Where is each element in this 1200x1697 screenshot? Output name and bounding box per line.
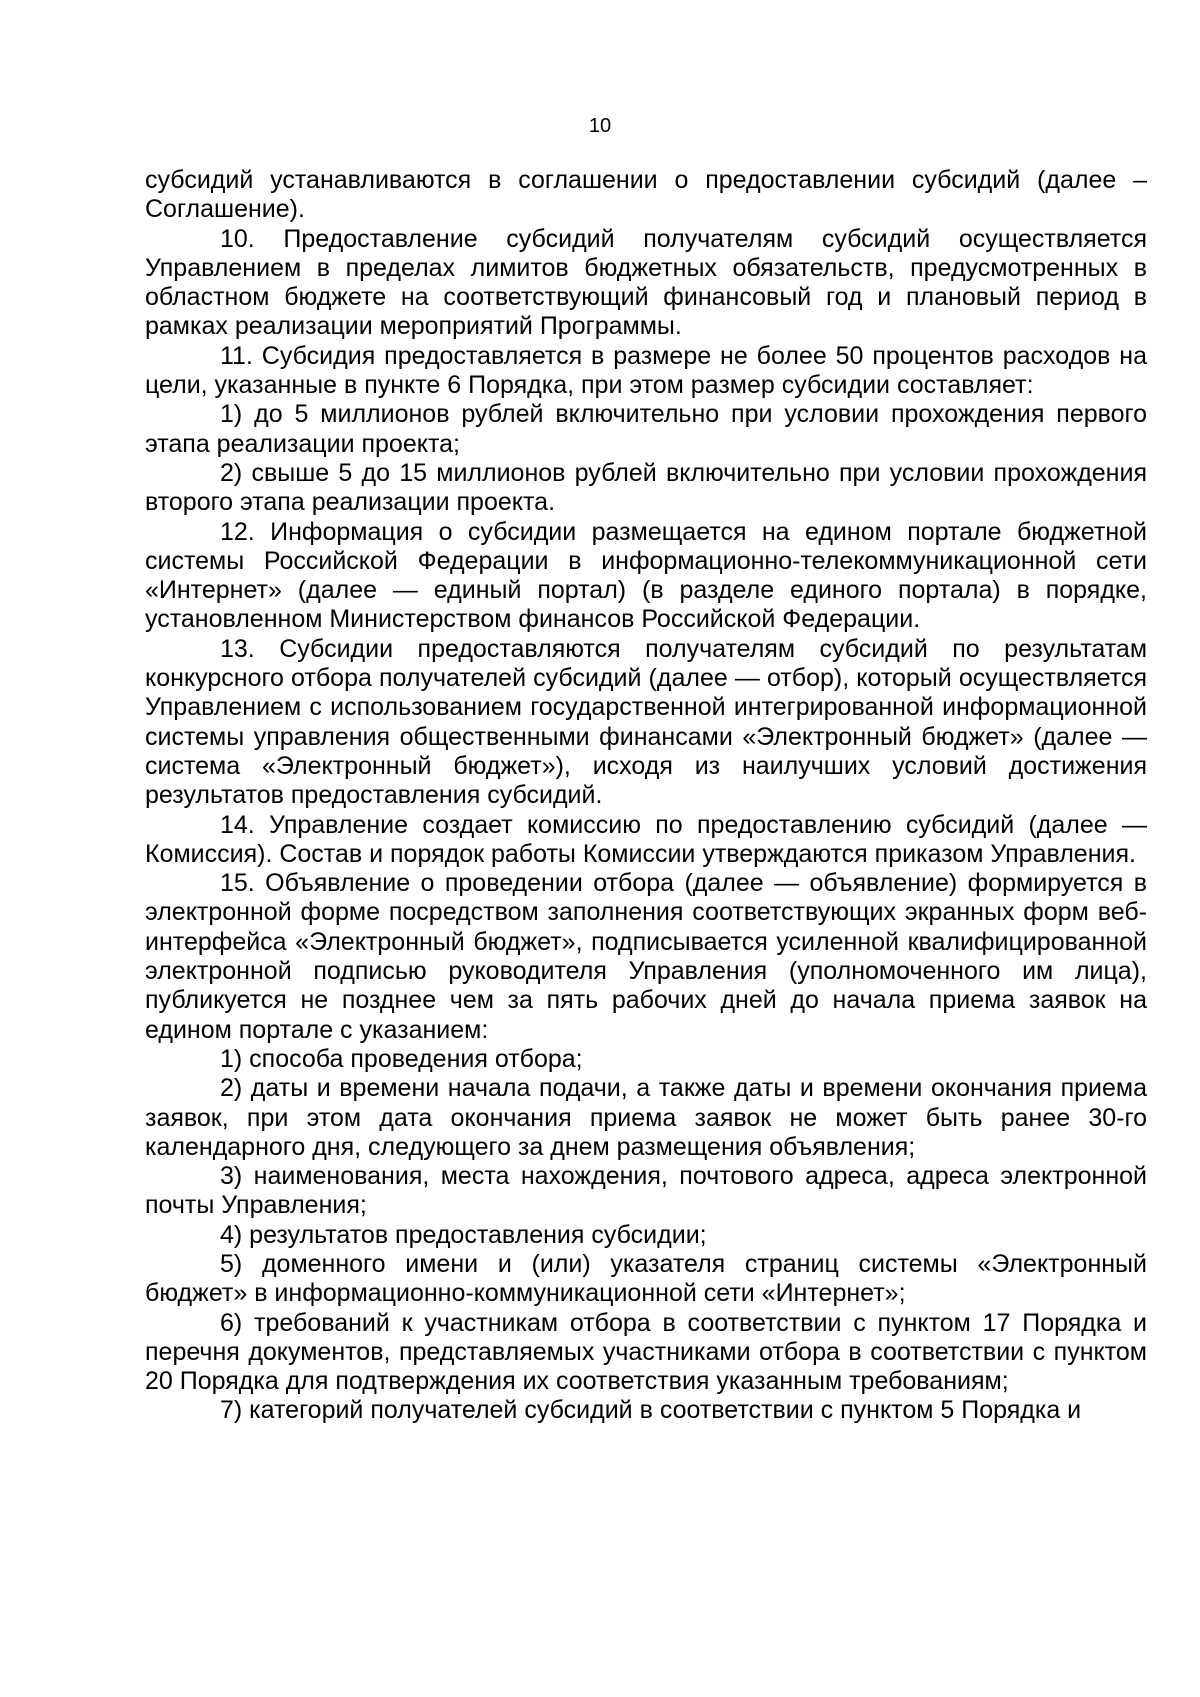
paragraph-11: 2) даты и времени начала подачи, а также даты и времени окончания приема заявок, при этом дата окончания приема заявок не может быть ранее 30-го календарного дня, следующего за днем размещения объявления; [145,1074,1147,1161]
paragraph-1: субсидий устанавливаются в соглашении о предоставлении субсидий (далее – Соглашение). [145,166,1147,224]
paragraph-7: 13. Субсидии предоставляются получателям субсидий по результатам конкурсного отбора получателей субсидий (далее — отбор), который осуществляется Управлением с использованием государственной интегрированной информационной системы управления общественными финансами «Электронный бюджет» (далее — система «Электронный бюджет»), исходя из наилучших условий достижения результатов предоставления субсидий. [145,634,1147,810]
paragraph-2: 10. Предоставление субсидий получателям субсидий осуществляется Управлением в пределах лимитов бюджетных обязательств, предусмотренных в областном бюджете на соответствующий финансовый год и плановый период в рамках реализации мероприятий Программы. [145,224,1147,341]
paragraph-6: 12. Информация о субсидии размещается на едином портале бюджетной системы Российской Федерации в информационно-телекоммуникационной сети «Интернет» (далее — единый портал) (в разделе единого портала) в порядке, установленном Министерством финансов Российской Федерации. [145,517,1147,634]
paragraph-8: 14. Управление создает комиссию по предоставлению субсидий (далее — Комиссия). Состав и порядок работы Комиссии утверждаются приказом Управления. [145,810,1147,868]
paragraph-12: 3) наименования, места нахождения, почтового адреса, адреса электронной почты Управления; [145,1162,1147,1220]
paragraph-9: 15. Объявление о проведении отбора (далее — объявление) формируется в электронной форме посредством заполнения соответствующих экранных форм веб-интерфейса «Электронный бюджет», подписывается усиленной квалифицированной электронной подписью руководителя Управления (уполномоченного им лица), публикуется не позднее чем за пять рабочих дней до начала приема заявок на едином портале с указанием: [145,869,1147,1044]
paragraph-15: 6) требований к участникам отбора в соответствии с пунктом 17 Порядка и перечня документов, представляемых участниками отбора в соответствии с пунктом 20 Порядка для подтверждения их соответствия указанным требованиям; [145,1308,1147,1396]
page-number: 10 [588,115,612,137]
paragraph-3: 11. Субсидия предоставляется в размере не более 50 процентов расходов на цели, указанные в пункте 6 Порядка, при этом размер субсидии составляет: [145,341,1147,400]
paragraph-16: 7) категорий получателей субсидий в соответствии с пунктом 5 Порядка и [220,1396,1082,1425]
paragraph-10: 1) способа проведения отбора; [220,1044,583,1073]
paragraph-5: 2) свыше 5 до 15 миллионов рублей включительно при условии прохождения второго этапа реализации проекта. [145,458,1147,517]
paragraph-14: 5) доменного имени и (или) указателя страниц системы «Электронный бюджет» в информационно-коммуникационной сети «Интернет»; [145,1249,1147,1308]
paragraph-13: 4) результатов предоставления субсидии; [220,1220,707,1249]
document-body [145,166,1147,1426]
paragraph-4: 1) до 5 миллионов рублей включительно при условии прохождения первого этапа реализации проекта; [145,400,1147,458]
